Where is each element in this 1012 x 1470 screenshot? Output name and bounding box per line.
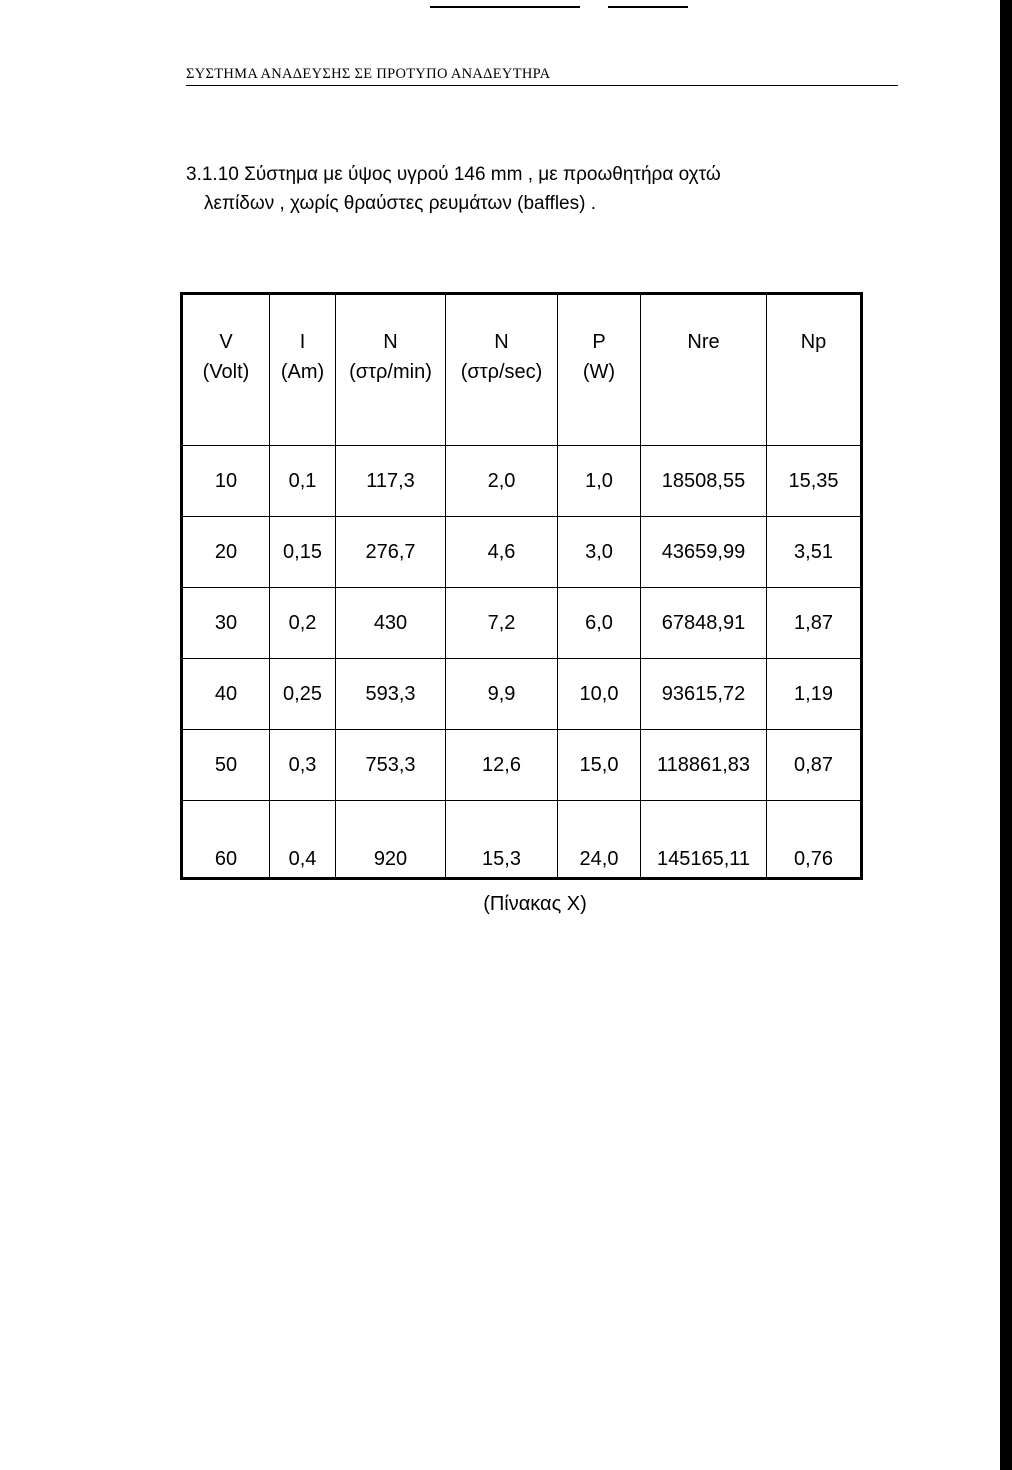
top-scan-mark bbox=[608, 6, 688, 8]
table-cell: 15,0 bbox=[558, 730, 641, 801]
table-cell: 753,3 bbox=[336, 730, 446, 801]
section-heading-line-1: 3.1.10 Σύστημα με ύψος υγρού 146 mm , με προωθητήρα οχτώ bbox=[186, 164, 721, 185]
section-heading-line-2: λεπίδων , χωρίς θραύστες ρευμάτων (baffles) . bbox=[204, 193, 596, 214]
table-cell: 1,19 bbox=[767, 659, 862, 730]
table-cell: 60 bbox=[182, 801, 270, 879]
table-cell: 1,0 bbox=[558, 446, 641, 517]
table-cell: 93615,72 bbox=[641, 659, 767, 730]
table-cell: 20 bbox=[182, 517, 270, 588]
column-header-current: I (Am) bbox=[270, 294, 336, 446]
table-cell: 0,3 bbox=[270, 730, 336, 801]
table-cell: 0,15 bbox=[270, 517, 336, 588]
table-row bbox=[182, 588, 862, 659]
table-row bbox=[182, 659, 862, 730]
table-cell: 593,3 bbox=[336, 659, 446, 730]
column-header-power-number: Np bbox=[767, 294, 862, 446]
table-row bbox=[182, 730, 862, 801]
column-header-reynolds: Nre bbox=[641, 294, 767, 446]
table-cell: 50 bbox=[182, 730, 270, 801]
column-header-speed-rpm: N (στρ/min) bbox=[336, 294, 446, 446]
table-row bbox=[182, 517, 862, 588]
table-cell: 67848,91 bbox=[641, 588, 767, 659]
table-caption: (Πίνακας Χ) bbox=[483, 893, 587, 915]
table-cell: 10 bbox=[182, 446, 270, 517]
column-header-voltage: V (Volt) bbox=[182, 294, 270, 446]
top-scan-mark bbox=[430, 6, 580, 8]
table-cell: 9,9 bbox=[446, 659, 558, 730]
table-cell: 24,0 bbox=[558, 801, 641, 879]
table-cell: 15,35 bbox=[767, 446, 862, 517]
table-cell: 2,0 bbox=[446, 446, 558, 517]
table-cell: 30 bbox=[182, 588, 270, 659]
table-cell: 10,0 bbox=[558, 659, 641, 730]
table-cell: 0,4 bbox=[270, 801, 336, 879]
table-cell: 7,2 bbox=[446, 588, 558, 659]
table-cell: 4,6 bbox=[446, 517, 558, 588]
column-header-power: P (W) bbox=[558, 294, 641, 446]
table-cell: 0,2 bbox=[270, 588, 336, 659]
table-cell: 15,3 bbox=[446, 801, 558, 879]
table-cell: 43659,99 bbox=[641, 517, 767, 588]
table-row bbox=[182, 446, 862, 517]
table-cell: 18508,55 bbox=[641, 446, 767, 517]
table-cell: 117,3 bbox=[336, 446, 446, 517]
table-cell: 3,51 bbox=[767, 517, 862, 588]
table-cell: 12,6 bbox=[446, 730, 558, 801]
table-cell: 0,87 bbox=[767, 730, 862, 801]
page-edge-bar bbox=[1000, 0, 1012, 1470]
table-row bbox=[182, 801, 862, 879]
table-cell: 0,25 bbox=[270, 659, 336, 730]
table-cell: 145165,11 bbox=[641, 801, 767, 879]
table-cell: 0,1 bbox=[270, 446, 336, 517]
table-cell: 40 bbox=[182, 659, 270, 730]
table-cell: 276,7 bbox=[336, 517, 446, 588]
table-cell: 920 bbox=[336, 801, 446, 879]
table-cell: 118861,83 bbox=[641, 730, 767, 801]
column-header-speed-rps: N (στρ/sec) bbox=[446, 294, 558, 446]
table-cell: 430 bbox=[336, 588, 446, 659]
table-cell: 3,0 bbox=[558, 517, 641, 588]
table-cell: 6,0 bbox=[558, 588, 641, 659]
table-cell: 1,87 bbox=[767, 588, 862, 659]
running-header: ΣΥΣΤΗΜΑ ΑΝΑΔΕΥΣΗΣ ΣΕ ΠΡΟΤΥΠΟ ΑΝΑΔΕΥΤΗΡΑ bbox=[186, 66, 898, 86]
section-heading bbox=[186, 160, 898, 218]
measurements-table bbox=[180, 292, 863, 880]
table-cell: 0,76 bbox=[767, 801, 862, 879]
table-header-row bbox=[182, 294, 862, 446]
